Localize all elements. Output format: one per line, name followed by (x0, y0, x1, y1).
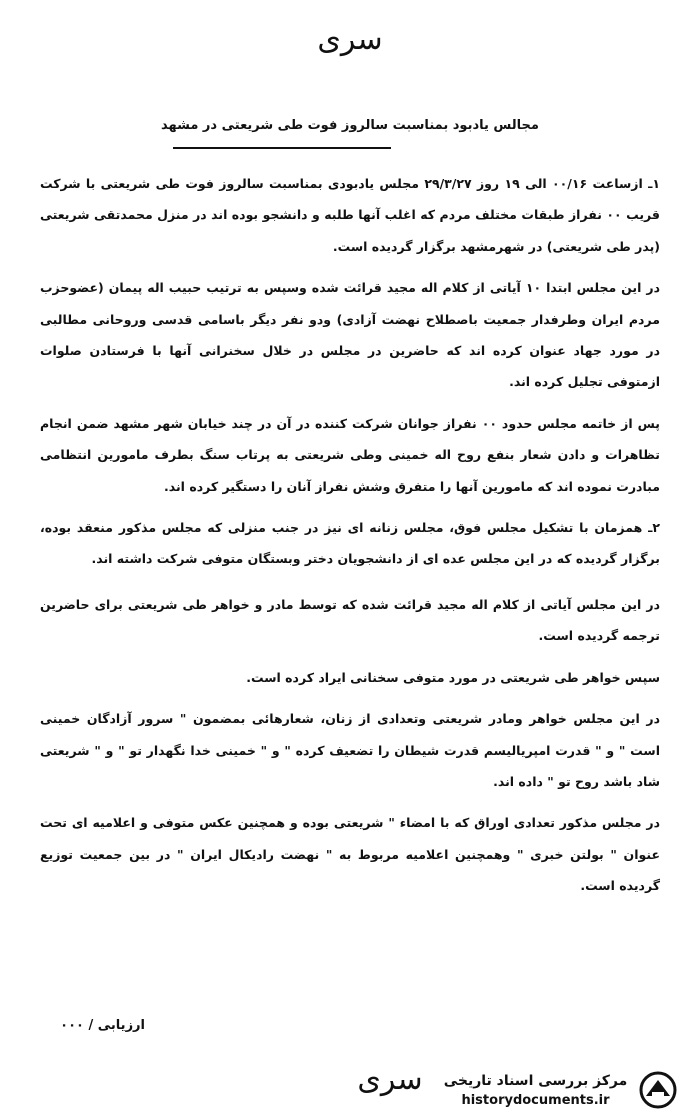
paragraph-7: در این مجلس خواهر ومادر شریعتی وتعدادی از زنان، شعارهائی بمضمون " سرور آزادگان خمینی است " و " قدرت امپریالیسم قدرت شیطان را تضعیف کرده " و " خمینی خدا نگهدار تو " و " شریعتی شاد باشد روح تو " داده اند. (40, 711, 660, 789)
paragraph-4: ۲ـ همزمان با تشکیل مجلس فوق، مجلس زنانه ای نیز در جنب منزلی که مجلس مذکور منعقد بوده، برگزار گردیده که در این مجلس عده ای از دانشجویان دختر وبستگان متوفی شرکت داشته اند. (40, 520, 660, 567)
assessment-signoff: ارزیابی / ۰۰۰ (60, 1018, 145, 1033)
archive-logo-icon (636, 1070, 680, 1110)
paragraph-5: در این مجلس آیاتی از کلام اله مجید قرائت شده که توسط مادر و خواهر طی شریعتی برای حاضرین ترجمه گردیده است. (40, 596, 660, 644)
archive-watermark-url[interactable]: historydocuments.ir (461, 1093, 610, 1108)
archive-watermark-persian: مرکز بررسی اسناد تاریخی (443, 1073, 628, 1089)
document-title: مجالس یادبود بمناسبت سالروز فوت طی شریعتی در مشهد (161, 118, 539, 133)
paragraph-2: در این مجلس ابتدا ۱۰ آیاتی از کلام اله مجید قرائت شده وسپس به ترتیب حبیب اله پیمان (عضوحزب مردم ایران وطرفدار جمعیت باصطلاح نهضت آزادی) ودو نفر دیگر باسامی قدسی وروحانی مطالبی در مورد جهاد عنوان کرده اند که حاضرین در مجلس در خلال سخنرانی آنها با فرستادن صلوات ازمتوفی تجلیل کرده اند. (40, 280, 661, 390)
classification-stamp-bottom: سری (357, 1062, 423, 1097)
paragraph-6: سپس خواهر طی شریعتی در مورد متوفی سخنانی ایراد کرده است. (246, 669, 660, 685)
document-body (40, 168, 660, 912)
classification-stamp-top: سری (317, 22, 383, 57)
paragraph-8: در مجلس مذکور تعدادی اوراق که با امضاء " شریعتی بوده و همچنین عکس متوفی و اعلامیه ای تحت عنوان " بولتن خبری " وهمچنین اعلامیه مربوط به " نهضت رادیکال ایران " در بین جمعیت توزیع گردیده است. (40, 815, 660, 894)
paragraph-3: پس از خاتمه مجلس حدود ۰۰ نفراز جوانان شرکت کننده در آن در چند خیابان شهر مشهد ضمن انجام تظاهرات و دادن شعار بنفع روح اله خمینی وطی شریعتی به پرتاب سنگ بطرف مامورین انتظامی مبادرت نموده اند که مامورین آنها را متفرق وشش نفراز آنان را دستگیر کرده اند. (40, 415, 660, 494)
title-underline (173, 147, 391, 149)
paragraph-1: ۱ـ ازساعت ۰۰/۱۶ الی ۱۹ روز ۲۹/۳/۲۷ مجلس یادبودی بمناسبت سالروز فوت طی شریعتی با شرکت قریب ۰۰ نفراز طبقات مختلف مردم که اغلب آنها طلبه و دانشجو بوده اند در منزل محمدتقی شریعتی (پدر طی شریعتی) در شهرمشهد برگزار گردیده است. (40, 176, 660, 254)
